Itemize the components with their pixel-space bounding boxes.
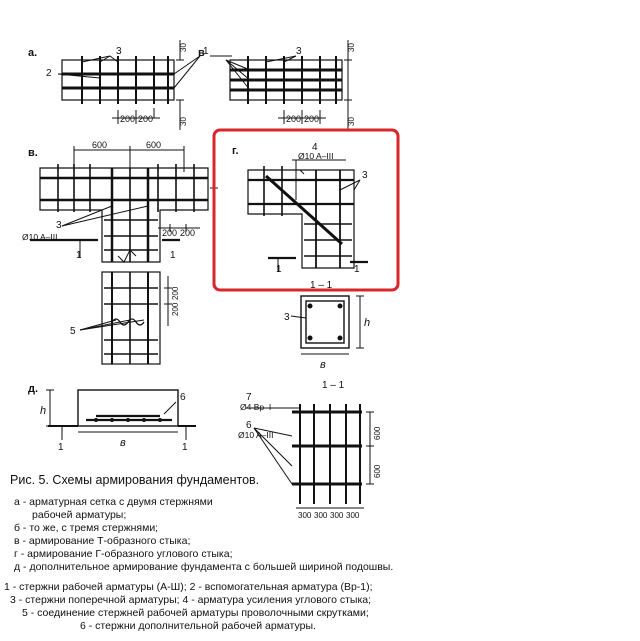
label-b: в (198, 47, 205, 59)
label-h-d: h (40, 405, 47, 417)
label-3-g: 3 (362, 170, 368, 181)
caption-item-g: г - армирование Г-образного углового стыка; (14, 548, 233, 560)
label-4: 4 (312, 142, 318, 153)
section-1-1-top (291, 296, 364, 354)
label-h-top: h (364, 317, 371, 329)
label-section-top: 1 – 1 (310, 280, 333, 291)
diagram-d (46, 390, 196, 440)
label-v: в. (28, 147, 38, 159)
diagram-v (30, 146, 218, 364)
dim-200-v4: 200 (171, 302, 180, 316)
dim-200-v3: 200 (171, 286, 180, 300)
legend-line-2: 3 - стержни поперечной арматуры; 4 - арматура усиления углового стыка; (10, 594, 372, 606)
diagram-g (248, 160, 368, 272)
label-1-g2: 1 (354, 264, 360, 275)
label-b-top: в (320, 359, 326, 371)
dim-600-sec2: 600 (373, 464, 382, 478)
dim-300-4: 300 (346, 511, 360, 520)
dim-600-v1: 600 (92, 140, 108, 150)
legend-line-3: 5 - соединение стержней рабочей арматуры проволочными скрутками; (22, 607, 369, 619)
diagram-labels (22, 43, 382, 520)
section-1-1-bottom (246, 404, 374, 508)
label-3-a: 3 (116, 46, 122, 57)
caption-item-b: б - то же, с тремя стержнями; (14, 522, 159, 534)
caption-item-v: в - армирование Т-образного стыка; (14, 535, 191, 547)
legend-line-1: 1 - стержни рабочей арматуры (А-Ш); 2 - вспомогательная арматура (Вр-1); (4, 581, 373, 593)
dim-200-b2: 200 (304, 114, 320, 124)
dim-200-b1: 200 (286, 114, 302, 124)
label-section-bottom: 1 – 1 (322, 380, 345, 391)
label-1-v1: 1 (76, 250, 82, 261)
label-1-v2: 1 (170, 250, 176, 261)
label-a: а. (28, 47, 38, 59)
label-phi10-v: Ø10 A–III (22, 232, 58, 242)
figure-caption-title: Рис. 5. Схемы армирования фундаментов. (10, 473, 260, 487)
label-1-a: 1 (203, 46, 209, 57)
label-3-section: 3 (284, 312, 290, 323)
label-phi10-g: Ø10 A–III (298, 151, 334, 161)
dim-600-v2: 600 (146, 140, 162, 150)
label-5: 5 (70, 326, 76, 337)
label-b-d: в (120, 437, 126, 449)
label-1-d2: 1 (182, 442, 188, 453)
label-1-g1: 1 (276, 264, 282, 275)
label-3-v: 3 (56, 220, 62, 231)
dim-300-2: 300 (314, 511, 328, 520)
label-3-b: 3 (296, 46, 302, 57)
dim-200-v1: 200 (162, 228, 178, 238)
dim-300-1: 300 (298, 511, 312, 520)
label-7: 7 (246, 392, 252, 403)
dim-300-3: 300 (330, 511, 344, 520)
caption-item-d: д - дополнительное армирование фундамента с большей шириной подошвы. (14, 561, 394, 573)
label-g: г. (232, 145, 239, 157)
label-phi4: Ø4 Bp–I (240, 402, 272, 412)
label-2: 2 (46, 68, 52, 79)
dim-30-a1: 30 (179, 43, 188, 52)
dim-30-a2: 30 (179, 117, 188, 126)
dim-200-a2: 200 (138, 114, 154, 124)
dim-200-a1: 200 (120, 114, 136, 124)
dim-30-b1: 30 (347, 43, 356, 52)
caption-item-a: а - арматурная сетка с двумя стержнями (14, 496, 213, 508)
label-1-d1: 1 (58, 442, 64, 453)
dim-600-sec1: 600 (373, 426, 382, 440)
dim-30-b2: 30 (347, 117, 356, 126)
dim-200-v2: 200 (180, 228, 196, 238)
label-phi10-sec: Ø10 A–III (238, 430, 274, 440)
caption-item-a-cont: рабочей арматуры; (32, 509, 127, 521)
label-6-d: 6 (180, 392, 186, 403)
label-d: д. (28, 383, 39, 395)
legend-line-4: 6 - стержни дополнительной рабочей арматуры. (80, 620, 316, 632)
label-6-sec: 6 (246, 420, 252, 431)
